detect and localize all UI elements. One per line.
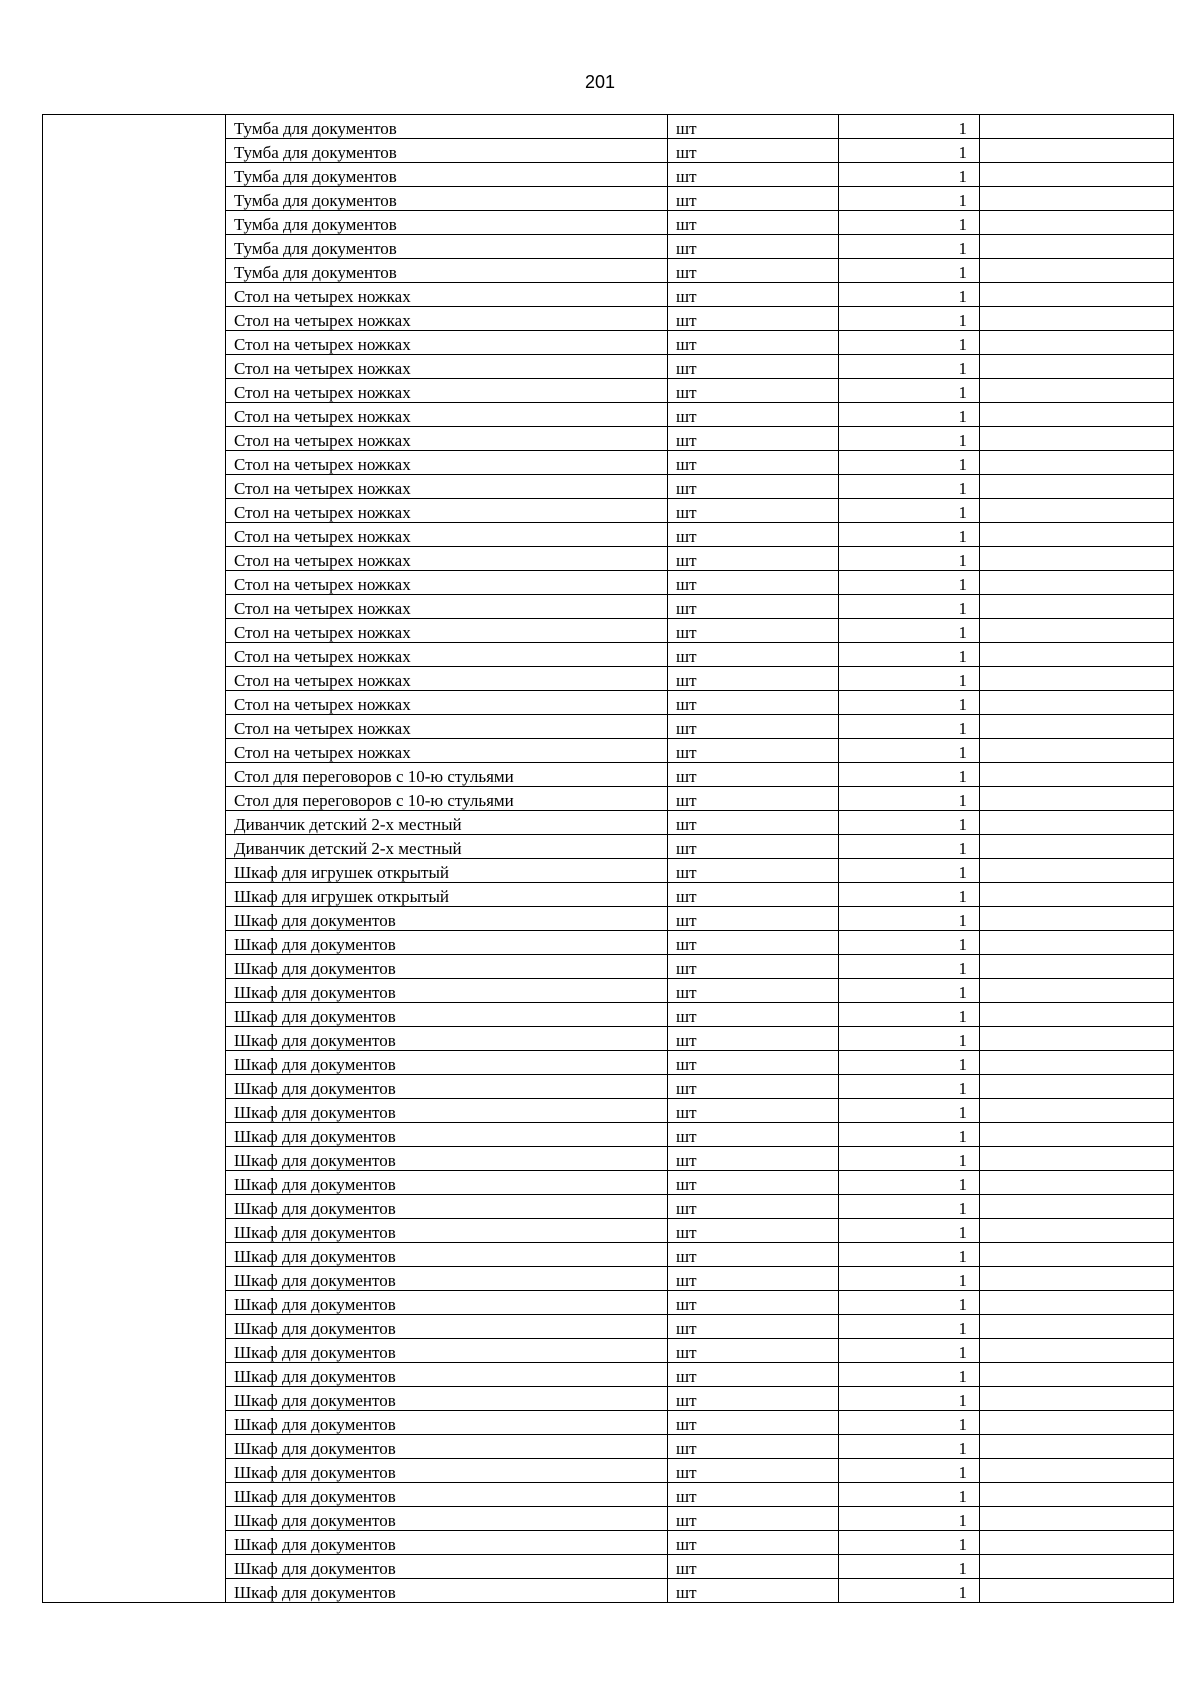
- unit-cell: шт: [668, 763, 839, 787]
- item-name-cell: Шкаф для документов: [226, 979, 668, 1003]
- empty-cell: [980, 163, 1174, 187]
- quantity-cell: 1: [839, 427, 980, 451]
- quantity-cell: 1: [839, 811, 980, 835]
- quantity-cell: 1: [839, 1579, 980, 1603]
- item-name-cell: Шкаф для документов: [226, 1243, 668, 1267]
- empty-cell: [980, 595, 1174, 619]
- quantity-cell: 1: [839, 547, 980, 571]
- quantity-cell: 1: [839, 1315, 980, 1339]
- unit-cell: шт: [668, 955, 839, 979]
- item-name-cell: Стол на четырех ножках: [226, 547, 668, 571]
- empty-cell: [980, 211, 1174, 235]
- quantity-cell: 1: [839, 859, 980, 883]
- item-name-cell: Стол на четырех ножках: [226, 307, 668, 331]
- item-name-cell: Шкаф для документов: [226, 1147, 668, 1171]
- empty-cell: [980, 1411, 1174, 1435]
- unit-cell: шт: [668, 1075, 839, 1099]
- quantity-cell: 1: [839, 1003, 980, 1027]
- empty-cell: [980, 235, 1174, 259]
- quantity-cell: 1: [839, 931, 980, 955]
- item-name-cell: Шкаф для игрушек открытый: [226, 883, 668, 907]
- empty-cell: [980, 1507, 1174, 1531]
- item-name-cell: Шкаф для документов: [226, 1315, 668, 1339]
- item-name-cell: Тумба для документов: [226, 211, 668, 235]
- empty-cell: [980, 931, 1174, 955]
- item-name-cell: Шкаф для игрушек открытый: [226, 859, 668, 883]
- empty-cell: [980, 1147, 1174, 1171]
- unit-cell: шт: [668, 1267, 839, 1291]
- unit-cell: шт: [668, 331, 839, 355]
- item-name-cell: Диванчик детский 2-х местный: [226, 835, 668, 859]
- quantity-cell: 1: [839, 643, 980, 667]
- item-name-cell: Шкаф для документов: [226, 1387, 668, 1411]
- empty-cell: [980, 1051, 1174, 1075]
- unit-cell: шт: [668, 499, 839, 523]
- empty-cell: [980, 1027, 1174, 1051]
- quantity-cell: 1: [839, 307, 980, 331]
- quantity-cell: 1: [839, 715, 980, 739]
- unit-cell: шт: [668, 283, 839, 307]
- quantity-cell: 1: [839, 283, 980, 307]
- quantity-cell: 1: [839, 955, 980, 979]
- unit-cell: шт: [668, 211, 839, 235]
- empty-cell: [980, 667, 1174, 691]
- item-name-cell: Шкаф для документов: [226, 1363, 668, 1387]
- empty-cell: [980, 1555, 1174, 1579]
- unit-cell: шт: [668, 379, 839, 403]
- quantity-cell: 1: [839, 1051, 980, 1075]
- unit-cell: шт: [668, 619, 839, 643]
- quantity-cell: 1: [839, 1435, 980, 1459]
- item-name-cell: Шкаф для документов: [226, 1483, 668, 1507]
- unit-cell: шт: [668, 139, 839, 163]
- item-name-cell: Шкаф для документов: [226, 1123, 668, 1147]
- item-name-cell: Шкаф для документов: [226, 1339, 668, 1363]
- empty-cell: [980, 859, 1174, 883]
- unit-cell: шт: [668, 1459, 839, 1483]
- quantity-cell: 1: [839, 139, 980, 163]
- unit-cell: шт: [668, 1291, 839, 1315]
- unit-cell: шт: [668, 523, 839, 547]
- unit-cell: шт: [668, 163, 839, 187]
- quantity-cell: 1: [839, 403, 980, 427]
- empty-cell: [980, 691, 1174, 715]
- unit-cell: шт: [668, 739, 839, 763]
- item-name-cell: Стол на четырех ножках: [226, 355, 668, 379]
- item-name-cell: Шкаф для документов: [226, 1507, 668, 1531]
- quantity-cell: 1: [839, 1339, 980, 1363]
- quantity-cell: 1: [839, 571, 980, 595]
- item-name-cell: Шкаф для документов: [226, 1411, 668, 1435]
- item-name-cell: Тумба для документов: [226, 187, 668, 211]
- empty-cell: [980, 1243, 1174, 1267]
- quantity-cell: 1: [839, 1171, 980, 1195]
- empty-cell: [980, 475, 1174, 499]
- item-name-cell: Тумба для документов: [226, 235, 668, 259]
- unit-cell: шт: [668, 643, 839, 667]
- item-name-cell: Стол на четырех ножках: [226, 427, 668, 451]
- item-name-cell: Стол на четырех ножках: [226, 643, 668, 667]
- quantity-cell: 1: [839, 1099, 980, 1123]
- empty-cell: [980, 1315, 1174, 1339]
- quantity-cell: 1: [839, 163, 980, 187]
- inventory-table-body: [43, 115, 1174, 1603]
- empty-cell: [980, 811, 1174, 835]
- quantity-cell: 1: [839, 1531, 980, 1555]
- item-name-cell: Стол на четырех ножках: [226, 571, 668, 595]
- quantity-cell: 1: [839, 355, 980, 379]
- item-name-cell: Стол на четырех ножках: [226, 499, 668, 523]
- quantity-cell: 1: [839, 691, 980, 715]
- item-name-cell: Диванчик детский 2-х местный: [226, 811, 668, 835]
- item-name-cell: Шкаф для документов: [226, 1531, 668, 1555]
- unit-cell: шт: [668, 1507, 839, 1531]
- item-name-cell: Тумба для документов: [226, 259, 668, 283]
- quantity-cell: 1: [839, 499, 980, 523]
- empty-cell: [980, 571, 1174, 595]
- empty-cell: [980, 259, 1174, 283]
- inventory-table: [42, 114, 1174, 1603]
- item-name-cell: Шкаф для документов: [226, 1219, 668, 1243]
- item-name-cell: Стол на четырех ножках: [226, 739, 668, 763]
- item-name-cell: Шкаф для документов: [226, 1075, 668, 1099]
- empty-cell: [980, 499, 1174, 523]
- empty-cell: [980, 763, 1174, 787]
- unit-cell: шт: [668, 979, 839, 1003]
- empty-cell: [980, 1387, 1174, 1411]
- quantity-cell: 1: [839, 1483, 980, 1507]
- empty-cell: [980, 787, 1174, 811]
- item-name-cell: Шкаф для документов: [226, 1099, 668, 1123]
- item-name-cell: Стол на четырех ножках: [226, 595, 668, 619]
- empty-cell: [980, 187, 1174, 211]
- unit-cell: шт: [668, 571, 839, 595]
- unit-cell: шт: [668, 1363, 839, 1387]
- empty-cell: [980, 427, 1174, 451]
- quantity-cell: 1: [839, 1555, 980, 1579]
- empty-cell: [980, 379, 1174, 403]
- empty-cell: [980, 1483, 1174, 1507]
- quantity-cell: 1: [839, 523, 980, 547]
- item-name-cell: Шкаф для документов: [226, 955, 668, 979]
- unit-cell: шт: [668, 595, 839, 619]
- quantity-cell: 1: [839, 1075, 980, 1099]
- unit-cell: шт: [668, 883, 839, 907]
- empty-cell: [980, 1267, 1174, 1291]
- unit-cell: шт: [668, 1411, 839, 1435]
- unit-cell: шт: [668, 811, 839, 835]
- item-name-cell: Тумба для документов: [226, 115, 668, 139]
- unit-cell: шт: [668, 475, 839, 499]
- item-name-cell: Шкаф для документов: [226, 1171, 668, 1195]
- unit-cell: шт: [668, 1195, 839, 1219]
- item-name-cell: Стол на четырех ножках: [226, 403, 668, 427]
- unit-cell: шт: [668, 187, 839, 211]
- unit-cell: шт: [668, 1579, 839, 1603]
- empty-cell: [980, 1459, 1174, 1483]
- unit-cell: шт: [668, 1123, 839, 1147]
- empty-cell: [980, 307, 1174, 331]
- unit-cell: шт: [668, 451, 839, 475]
- unit-cell: шт: [668, 1099, 839, 1123]
- empty-cell: [980, 1291, 1174, 1315]
- unit-cell: шт: [668, 403, 839, 427]
- empty-cell: [980, 1075, 1174, 1099]
- empty-cell: [980, 1171, 1174, 1195]
- item-name-cell: Шкаф для документов: [226, 907, 668, 931]
- quantity-cell: 1: [839, 379, 980, 403]
- item-name-cell: Шкаф для документов: [226, 1267, 668, 1291]
- quantity-cell: 1: [839, 1243, 980, 1267]
- unit-cell: шт: [668, 667, 839, 691]
- item-name-cell: Шкаф для документов: [226, 1435, 668, 1459]
- page-number: 201: [584, 72, 616, 92]
- empty-cell: [980, 547, 1174, 571]
- quantity-cell: 1: [839, 907, 980, 931]
- empty-cell: [980, 643, 1174, 667]
- empty-cell: [980, 1435, 1174, 1459]
- unit-cell: шт: [668, 907, 839, 931]
- unit-cell: шт: [668, 1339, 839, 1363]
- unit-cell: шт: [668, 1243, 839, 1267]
- unit-cell: шт: [668, 547, 839, 571]
- empty-cell: [980, 907, 1174, 931]
- item-name-cell: Стол на четырех ножках: [226, 523, 668, 547]
- quantity-cell: 1: [839, 1387, 980, 1411]
- unit-cell: шт: [668, 235, 839, 259]
- empty-cell: [980, 115, 1174, 139]
- item-name-cell: Шкаф для документов: [226, 931, 668, 955]
- unit-cell: шт: [668, 1483, 839, 1507]
- item-name-cell: Стол на четырех ножках: [226, 715, 668, 739]
- unit-cell: шт: [668, 1171, 839, 1195]
- unit-cell: шт: [668, 355, 839, 379]
- empty-cell: [980, 1219, 1174, 1243]
- item-name-cell: Стол на четырех ножках: [226, 667, 668, 691]
- unit-cell: шт: [668, 715, 839, 739]
- quantity-cell: 1: [839, 595, 980, 619]
- empty-cell: [980, 835, 1174, 859]
- item-name-cell: Шкаф для документов: [226, 1459, 668, 1483]
- unit-cell: шт: [668, 1003, 839, 1027]
- unit-cell: шт: [668, 115, 839, 139]
- quantity-cell: 1: [839, 1507, 980, 1531]
- unit-cell: шт: [668, 1531, 839, 1555]
- item-name-cell: Шкаф для документов: [226, 1027, 668, 1051]
- item-name-cell: Тумба для документов: [226, 163, 668, 187]
- unit-cell: шт: [668, 1219, 839, 1243]
- empty-cell: [980, 955, 1174, 979]
- empty-cell: [980, 979, 1174, 1003]
- unit-cell: шт: [668, 1147, 839, 1171]
- empty-cell: [980, 1579, 1174, 1603]
- empty-cell: [980, 331, 1174, 355]
- empty-cell: [980, 715, 1174, 739]
- item-name-cell: Стол на четырех ножках: [226, 691, 668, 715]
- empty-cell: [980, 1195, 1174, 1219]
- unit-cell: шт: [668, 859, 839, 883]
- item-name-cell: Стол на четырех ножках: [226, 475, 668, 499]
- unit-cell: шт: [668, 427, 839, 451]
- quantity-cell: 1: [839, 979, 980, 1003]
- empty-cell: [980, 883, 1174, 907]
- empty-cell: [980, 1099, 1174, 1123]
- empty-cell: [980, 139, 1174, 163]
- quantity-cell: 1: [839, 1291, 980, 1315]
- merged-left-cell: [43, 115, 226, 1603]
- empty-cell: [980, 1339, 1174, 1363]
- quantity-cell: 1: [839, 1027, 980, 1051]
- item-name-cell: Стол на четырех ножках: [226, 283, 668, 307]
- item-name-cell: Шкаф для документов: [226, 1291, 668, 1315]
- empty-cell: [980, 619, 1174, 643]
- quantity-cell: 1: [839, 451, 980, 475]
- unit-cell: шт: [668, 259, 839, 283]
- quantity-cell: 1: [839, 1147, 980, 1171]
- item-name-cell: Тумба для документов: [226, 139, 668, 163]
- quantity-cell: 1: [839, 763, 980, 787]
- quantity-cell: 1: [839, 619, 980, 643]
- item-name-cell: Шкаф для документов: [226, 1555, 668, 1579]
- empty-cell: [980, 523, 1174, 547]
- quantity-cell: 1: [839, 259, 980, 283]
- unit-cell: шт: [668, 691, 839, 715]
- item-name-cell: Стол на четырех ножках: [226, 331, 668, 355]
- quantity-cell: 1: [839, 211, 980, 235]
- unit-cell: шт: [668, 1387, 839, 1411]
- empty-cell: [980, 451, 1174, 475]
- empty-cell: [980, 1363, 1174, 1387]
- quantity-cell: 1: [839, 1411, 980, 1435]
- unit-cell: шт: [668, 835, 839, 859]
- quantity-cell: 1: [839, 739, 980, 763]
- quantity-cell: 1: [839, 1195, 980, 1219]
- item-name-cell: Стол для переговоров с 10-ю стульями: [226, 787, 668, 811]
- unit-cell: шт: [668, 1051, 839, 1075]
- quantity-cell: 1: [839, 1219, 980, 1243]
- quantity-cell: 1: [839, 835, 980, 859]
- quantity-cell: 1: [839, 235, 980, 259]
- quantity-cell: 1: [839, 1459, 980, 1483]
- quantity-cell: 1: [839, 1123, 980, 1147]
- item-name-cell: Шкаф для документов: [226, 1195, 668, 1219]
- quantity-cell: 1: [839, 187, 980, 211]
- unit-cell: шт: [668, 931, 839, 955]
- unit-cell: шт: [668, 1315, 839, 1339]
- item-name-cell: Стол для переговоров с 10-ю стульями: [226, 763, 668, 787]
- quantity-cell: 1: [839, 883, 980, 907]
- item-name-cell: Шкаф для документов: [226, 1003, 668, 1027]
- item-name-cell: Шкаф для документов: [226, 1579, 668, 1603]
- item-name-cell: Стол на четырех ножках: [226, 379, 668, 403]
- empty-cell: [980, 1123, 1174, 1147]
- item-name-cell: Стол на четырех ножках: [226, 619, 668, 643]
- quantity-cell: 1: [839, 475, 980, 499]
- quantity-cell: 1: [839, 115, 980, 139]
- quantity-cell: 1: [839, 1363, 980, 1387]
- table-row: [43, 115, 1174, 139]
- unit-cell: шт: [668, 1435, 839, 1459]
- item-name-cell: Шкаф для документов: [226, 1051, 668, 1075]
- quantity-cell: 1: [839, 787, 980, 811]
- empty-cell: [980, 283, 1174, 307]
- empty-cell: [980, 1531, 1174, 1555]
- empty-cell: [980, 1003, 1174, 1027]
- quantity-cell: 1: [839, 1267, 980, 1291]
- unit-cell: шт: [668, 307, 839, 331]
- empty-cell: [980, 403, 1174, 427]
- unit-cell: шт: [668, 787, 839, 811]
- unit-cell: шт: [668, 1555, 839, 1579]
- quantity-cell: 1: [839, 667, 980, 691]
- quantity-cell: 1: [839, 331, 980, 355]
- empty-cell: [980, 355, 1174, 379]
- item-name-cell: Стол на четырех ножках: [226, 451, 668, 475]
- unit-cell: шт: [668, 1027, 839, 1051]
- empty-cell: [980, 739, 1174, 763]
